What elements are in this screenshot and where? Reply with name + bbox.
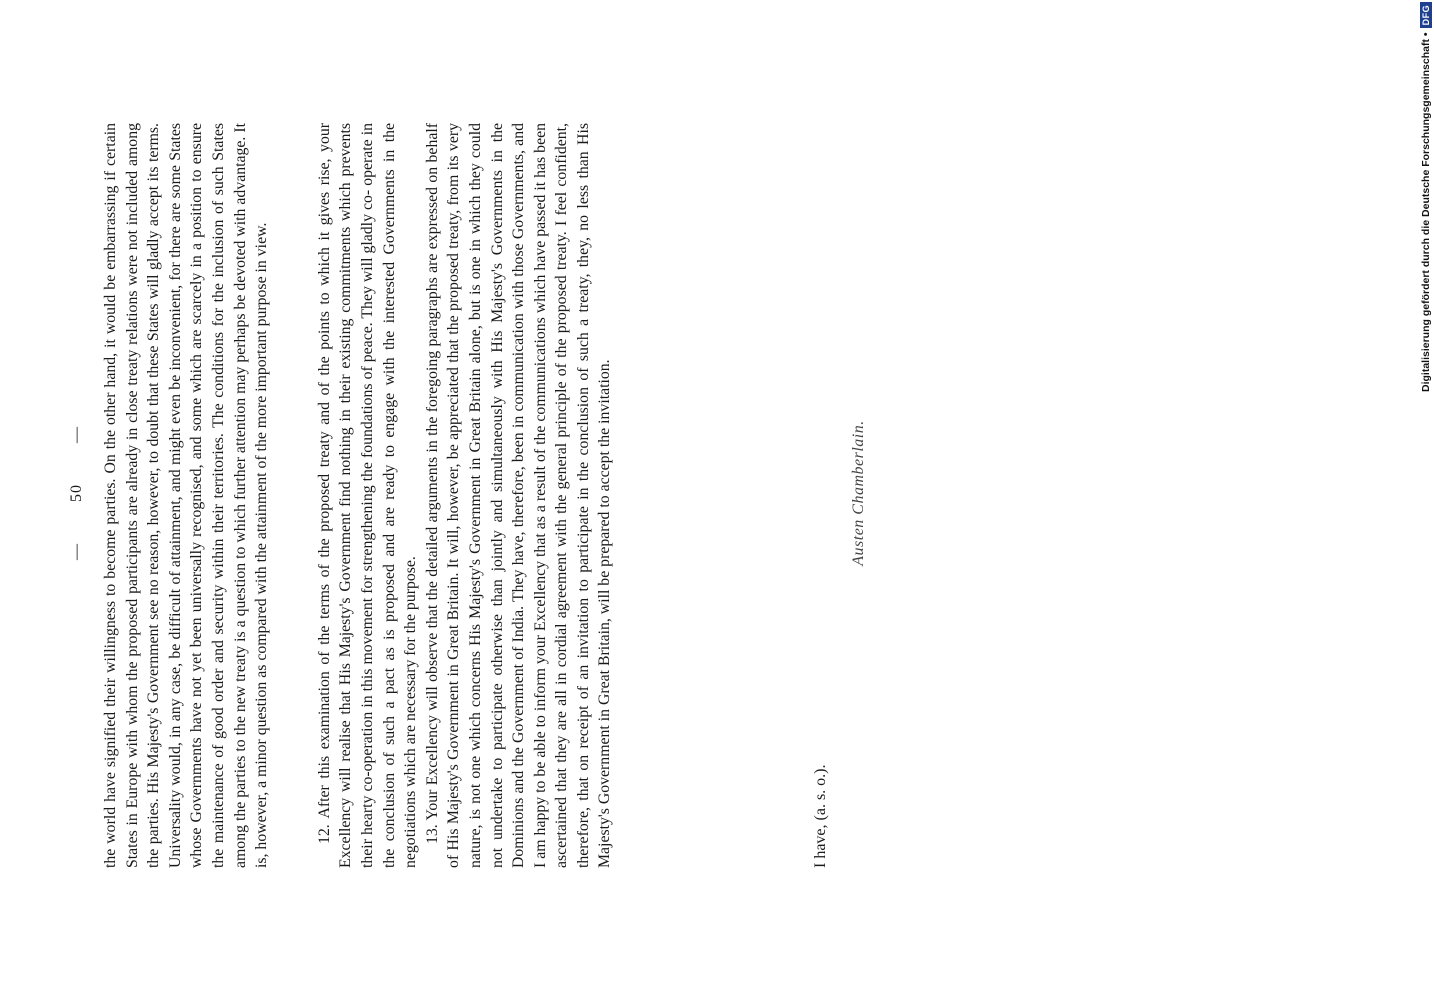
paragraph-13: 13. Your Excellency will observe that the detailed arguments in the foregoing paragraphs are expressed on behalf of His Majesty's Government in Great Britain. It will, however, be appreciated that the proposed treaty, from its very nature, is not one which concerns His Majesty's Government in Great Britain alone, but is one in which they could not undertake to participate otherwise than jointly and simultaneously with His Majesty's Governments in the Dominions and the Government of India. They have, therefore, been in communication with those Governments, and I am happy to be able to inform your Excellency that as a result of the communications which have passed it has been ascertained that they are all in cordial agreement with the general principle of the proposed treaty. I feel confident, therefore, that on receipt of an invitation to participate in the conclusion of such a treaty, they, no less than His Majesty's Government in Great Britain, will be prepared to accept the invitation. <box>423 123 614 868</box>
body-text <box>100 123 657 868</box>
digitization-notice <box>1416 2 1434 392</box>
page-number <box>68 118 86 868</box>
paragraph-12: 12. After this examination of the terms of the proposed treaty and of the points to which it gives rise, your Excellency will realise that His Majesty's Government find nothing in their existing commitments which prevents their hearty co-operation in this movement for strengthening the foundations of peace. They will gladly co- operate in the conclusion of such a pact as is proposed and are ready to engage with the interested Governments in the negotiations which are necessary for the purpose. <box>315 123 420 868</box>
page-number-dash-left: — <box>68 543 85 560</box>
paragraph-continuation: the world have signified their willingness to become parties. On the other hand, it would be embarrassing if certain States in Europe with whom the proposed participants are already in close treaty relations were not included among the parties. His Majesty's Government see no reason, however, to doubt that these States will gladly accept its terms. Universality would, in any case, be difficult of attainment, and might even be inconvenient, for there are some States whose Governments have not yet been universally recognised, and some which are scarcely in a position to ensure the maintenance of good order and security within their territories. The conditions for the inclusion of such States among the parties to the new treaty is a question to which further attention may perhaps be devoted with advantage. It is, however, a minor question as compared with the attainment of the more important purpose in view. <box>102 123 271 868</box>
document-page <box>68 118 870 868</box>
closing-salutation: I have, (a. s. o.). <box>812 764 829 868</box>
page-number-dash-right: — <box>68 426 85 443</box>
signature: Austen Chamberlain. <box>850 420 867 566</box>
page-number-value: 50 <box>68 484 85 502</box>
digitization-notice-text: Digitalisierung gefördert durch die Deutsche Forschungsgemeinschaft • <box>1420 32 1432 392</box>
dfg-logo: DFG <box>1420 2 1432 29</box>
